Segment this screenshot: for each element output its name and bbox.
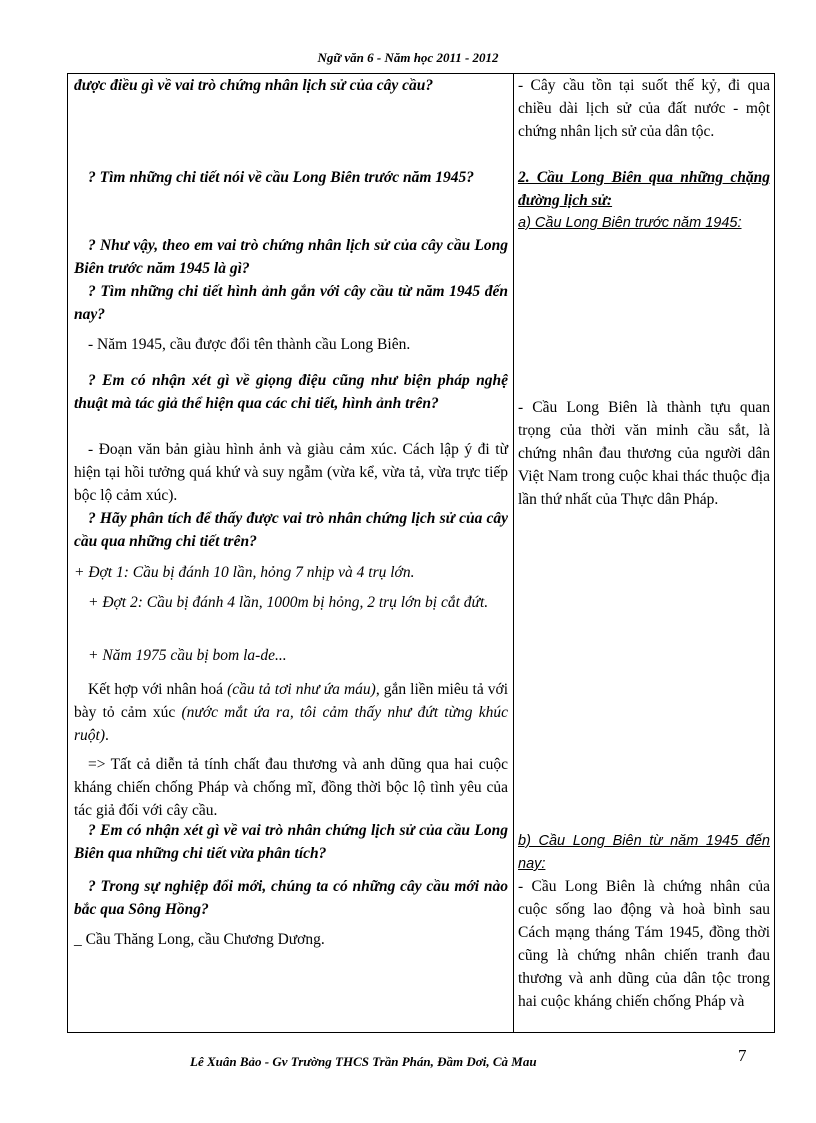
section-heading-2: 2. Cầu Long Biên qua những chặng đường lịch sử: xyxy=(518,169,770,209)
lesson-table xyxy=(67,73,775,1033)
question-details-after-1945: ? Tìm những chi tiết hình ảnh gắn với cây cầu từ năm 1945 đến nay? xyxy=(74,283,508,323)
answer-new-bridges: _ Cầu Thăng Long, cầu Chương Dương. xyxy=(74,931,325,948)
page-header: Ngữ văn 6 - Năm học 2011 - 2012 xyxy=(317,50,499,65)
note-before-1945: - Cầu Long Biên là thành tựu quan trọng của thời văn minh cầu sắt, là chứng nhân đau thương của người dân Việt Nam trong cuộc khai thác thuộc địa lần thứ nhất của Thực dân Pháp. xyxy=(518,399,770,508)
question-new-bridges: ? Trong sự nghiệp đổi mới, chúng ta có những cây cầu mới nào bắc qua Sông Hồng? xyxy=(74,878,508,918)
answer-conclusion: => Tất cả diễn tả tính chất đau thương và anh dũng qua hai cuộc kháng chiến chống Pháp và chống mĩ, đồng thời bộc lộ tình yêu của tác giả đối với cây cầu. xyxy=(74,756,508,819)
note-after-1945: - Cầu Long Biên là chứng nhân của cuộc sống lao động và hoà bình sau Cách mạng tháng Tám 1945, đồng thời cũng là chứng nhân chiến tranh đau thương và anh dũng của dân tộc trong hai cuộc kháng chiến chống Pháp và xyxy=(518,878,770,1010)
page-footer: Lê Xuân Bảo - Gv Trường THCS Trần Phán, Đầm Dơi, Cà Mau xyxy=(190,1054,537,1069)
detail-1975: + Năm 1975 cầu bị bom la-de... xyxy=(88,647,287,664)
subheading-after-1945: b) Cầu Long Biên từ năm 1945 đến nay: xyxy=(518,833,770,872)
question-tone-art: ? Em có nhận xét gì về giọng điệu cũng như biện pháp nghệ thuật mà tác giả thể hiện qua các chi tiết, hình ảnh trên? xyxy=(74,372,508,412)
subheading-before-1945: a) Cầu Long Biên trước năm 1945: xyxy=(518,215,742,231)
detail-phase-2: + Đợt 2: Cầu bị đánh 4 lần, 1000m bị hỏng, 2 trụ lớn bị cắt đứt. xyxy=(88,594,489,611)
detail-phase-1: + Đợt 1: Cầu bị đánh 10 lần, hỏng 7 nhịp và 4 trụ lớn. xyxy=(74,564,415,581)
question-analyze-role: ? Hãy phân tích để thấy được vai trò nhân chứng lịch sử của cây cầu qua những chi tiết trên? xyxy=(74,510,508,550)
question-continuation: được điều gì về vai trò chứng nhân lịch sử của cây cầu? xyxy=(74,77,434,94)
answer-rename-1945: - Năm 1945, cầu được đổi tên thành cầu Long Biên. xyxy=(88,336,411,353)
question-details-before-1945: ? Tìm những chi tiết nói về cầu Long Biên trước năm 1945? xyxy=(88,169,475,186)
answer-personification: Kết hợp với nhân hoá (cầu tả tơi như ứa máu), gắn liền miêu tả với bày tỏ cảm xúc (nước mắt ứa ra, tôi cảm thấy như đứt từng khúc ruột). xyxy=(74,681,508,744)
note-century-witness: - Cây cầu tồn tại suốt thế kỷ, đi qua chiều dài lịch sử của đất nước - một chứng nhân lịch sử của dân tộc. xyxy=(518,77,770,140)
question-witness-role: ? Em có nhận xét gì về vai trò nhân chứng lịch sử của cầu Long Biên qua những chi tiết vừa phân tích? xyxy=(74,822,508,862)
page-number: 7 xyxy=(738,1046,747,1065)
answer-tone-art: - Đoạn văn bản giàu hình ảnh và giàu cảm xúc. Cách lập ý đi từ hiện tại hồi tưởng quá khứ và suy ngẫm (vừa kể, vừa tả, vừa trực tiếp bộc lộ cảm xúc). xyxy=(74,441,508,504)
question-role-before-1945: ? Như vậy, theo em vai trò chứng nhân lịch sử của cây cầu Long Biên trước năm 1945 là gì? xyxy=(74,237,508,277)
column-divider xyxy=(513,74,514,1032)
